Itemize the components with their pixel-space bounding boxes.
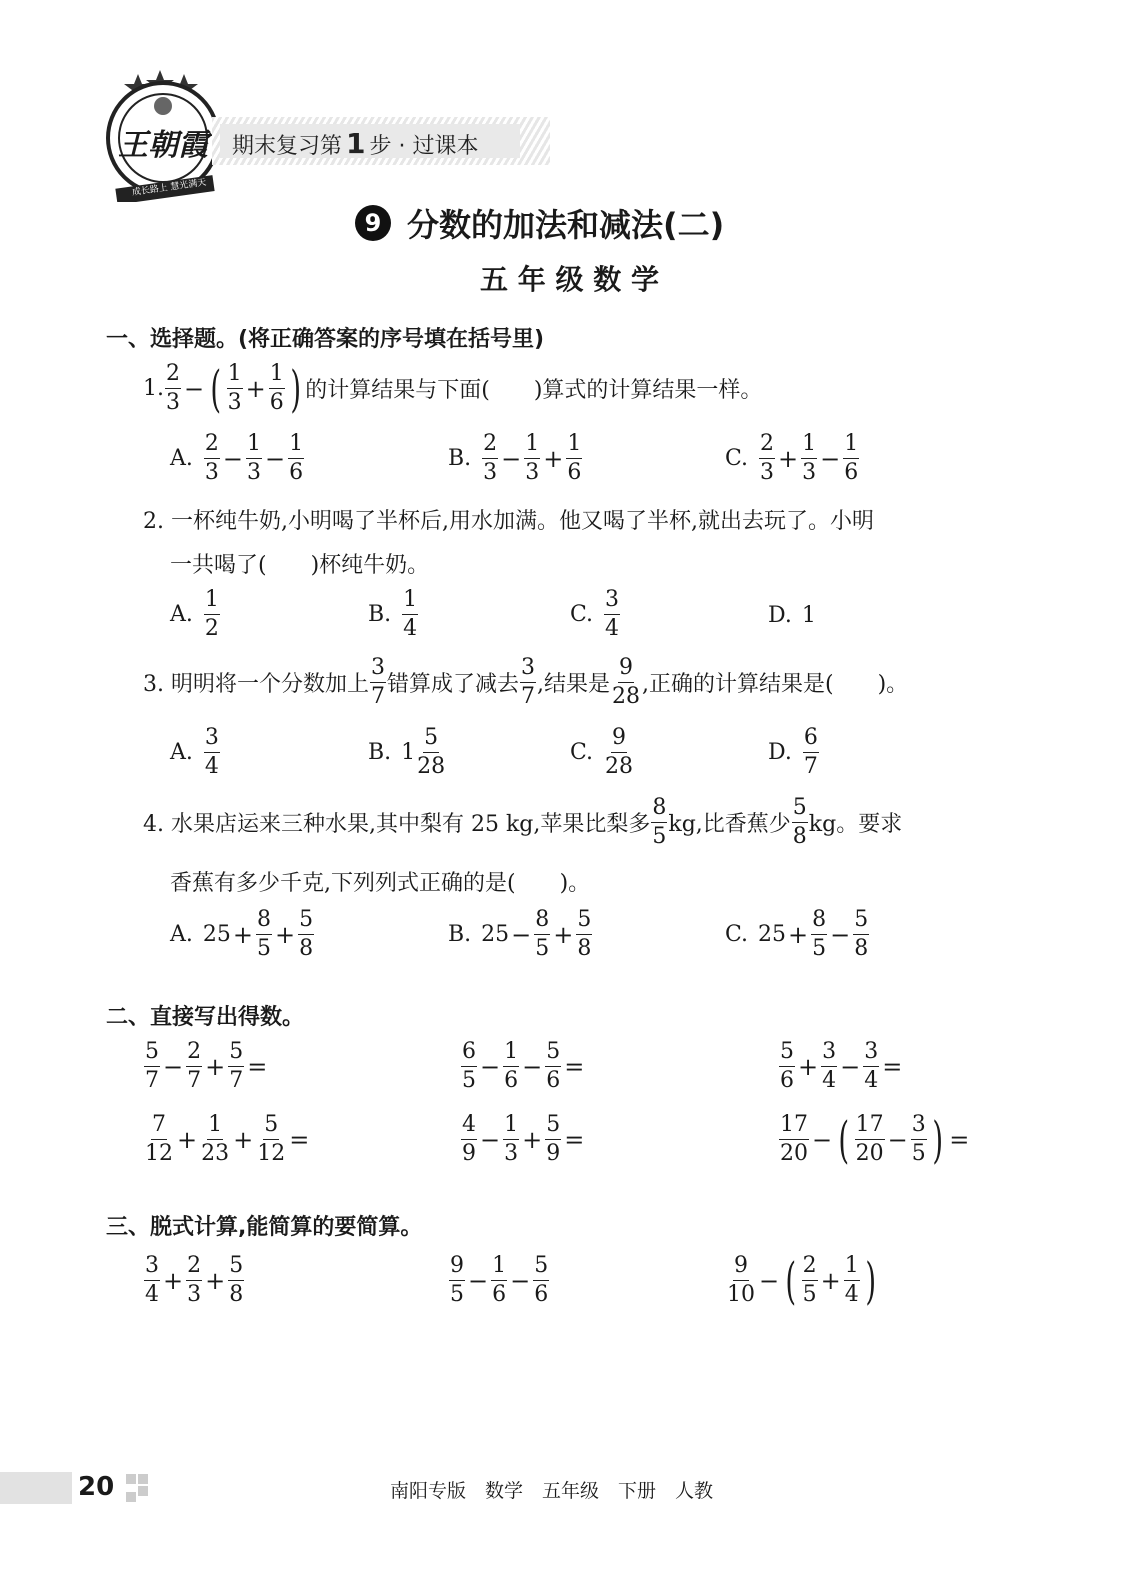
publisher-logo [104,70,222,202]
expression: $\frac{4}{9}$ − $\frac{1}{3}$ + $\frac{5}{9}$ = [462,1112,585,1166]
step-banner [212,117,550,165]
expression: $\frac{17}{20}$ − ( $\frac{17}{20}$ − $\frac{3}{5}$ ) = [780,1110,970,1169]
q3-option-c[interactable]: C. $\frac{9}{28}$ [570,725,634,779]
logo-name: 王朝霞 [118,128,208,163]
q2-option-d[interactable]: D. 1 [768,603,816,628]
q1-option-b[interactable]: B. $\frac{2}{3}$ − $\frac{1}{3}$ + $\frac{1}{6}$ [448,431,582,485]
logo-slogan: 成长路上 慧光满天 [131,177,207,199]
fraction: $\frac{2}{3}$ [166,361,180,415]
q1-option-a[interactable]: A. $\frac{2}{3}$ − $\frac{1}{3}$ − $\frac{1}{6}$ [170,431,304,485]
q1-text: 的计算结果与下面( )算式的计算结果一样。 [305,378,763,403]
q4-option-c[interactable]: C. 25 + $\frac{8}{5}$ − $\frac{5}{8}$ [725,907,869,961]
q2-option-a[interactable]: A. $\frac{1}{2}$ [170,587,219,641]
step-label-b: 步 · 过课本 [369,134,479,159]
section1-heading: 一、选择题。(将正确答案的序号填在括号里) [106,327,545,352]
expression: $\frac{9}{10}$ − ( $\frac{2}{5}$ + $\frac{1}{4}$ ) [727,1251,876,1310]
section2-heading: 二、直接写出得数。 [106,1005,305,1030]
q2-option-c[interactable]: C. $\frac{3}{4}$ [570,587,620,641]
expression: $\frac{6}{5}$ − $\frac{1}{6}$ − $\frac{5}{6}$ = [462,1039,585,1093]
lesson-title [355,200,724,246]
q3-option-b[interactable]: B. 1 $\frac{5}{28}$ [368,725,446,779]
q3-stem: 3. 明明将一个分数加上 $\frac{3}{7}$ 错算成了减去 $\frac{3}{7}$ ,结果是 $\frac{9}{28}$ ,正确的计算结果是( )。 [143,655,909,709]
fraction: $\frac{1}{6}$ [269,361,284,415]
q4-option-a[interactable]: A. 25 + $\frac{8}{5}$ + $\frac{5}{8}$ [170,907,314,961]
footer-decoration [126,1474,150,1502]
q2-option-b[interactable]: B. $\frac{1}{4}$ [368,587,418,641]
step-number: 1 [346,127,366,160]
footer-bar [0,1472,72,1504]
step-label-a: 期末复习第 [232,134,343,159]
expression: $\frac{9}{5}$ − $\frac{1}{6}$ − $\frac{5}{6}$ [450,1253,549,1307]
q4-option-b[interactable]: B. 25 − $\frac{8}{5}$ + $\frac{5}{8}$ [448,907,592,961]
q1-option-c[interactable]: C. $\frac{2}{3}$ + $\frac{1}{3}$ − $\frac{1}{6}$ [725,431,859,485]
q2-line2: 一共喝了( )杯纯牛奶。 [170,553,430,578]
expression: $\frac{3}{4}$ + $\frac{2}{3}$ + $\frac{5}{8}$ [145,1253,244,1307]
expression: $\frac{5}{7}$ − $\frac{2}{7}$ + $\frac{5}{7}$ = [145,1039,268,1093]
q1-stem: 1. $\frac{2}{3}$ − ( $\frac{1}{3}$ + $\frac{1}{6}$ ) 的计算结果与下面( )算式的计算结果一样。 [143,359,763,418]
lesson-title-text: 分数的加法和减法(二) [407,206,725,244]
section3-heading: 三、脱式计算,能简算的要简算。 [106,1215,423,1240]
expression: $\frac{7}{12}$ + $\frac{1}{23}$ + $\frac{5}{12}$ = [145,1112,310,1166]
q2-line1: 2. 一杯纯牛奶,小明喝了半杯后,用水加满。他又喝了半杯,就出去玩了。小明 [143,509,874,534]
q1-number: 1. [143,376,164,401]
q3-option-d[interactable]: D. $\frac{6}{7}$ [768,725,818,779]
fraction: $\frac{1}{3}$ [227,361,242,415]
expression: $\frac{5}{6}$ + $\frac{3}{4}$ − $\frac{3}{4}$ = [780,1039,903,1093]
lesson-number-badge: 9 [355,205,391,241]
lesson-subtitle: 五 年 级 数 学 [480,263,659,296]
page-number: 20 [78,1472,115,1502]
footer-text: 南阳专版 数学 五年级 下册 人教 [390,1480,714,1502]
q3-option-a[interactable]: A. $\frac{3}{4}$ [170,725,219,779]
q4-stem: 4. 水果店运来三种水果,其中梨有 25 kg,苹果比梨多 $\frac{8}{5}$ kg,比香蕉少 $\frac{5}{8}$ kg。要求 [143,795,903,849]
q4-line2: 香蕉有多少千克,下列列式正确的是( )。 [170,871,591,896]
